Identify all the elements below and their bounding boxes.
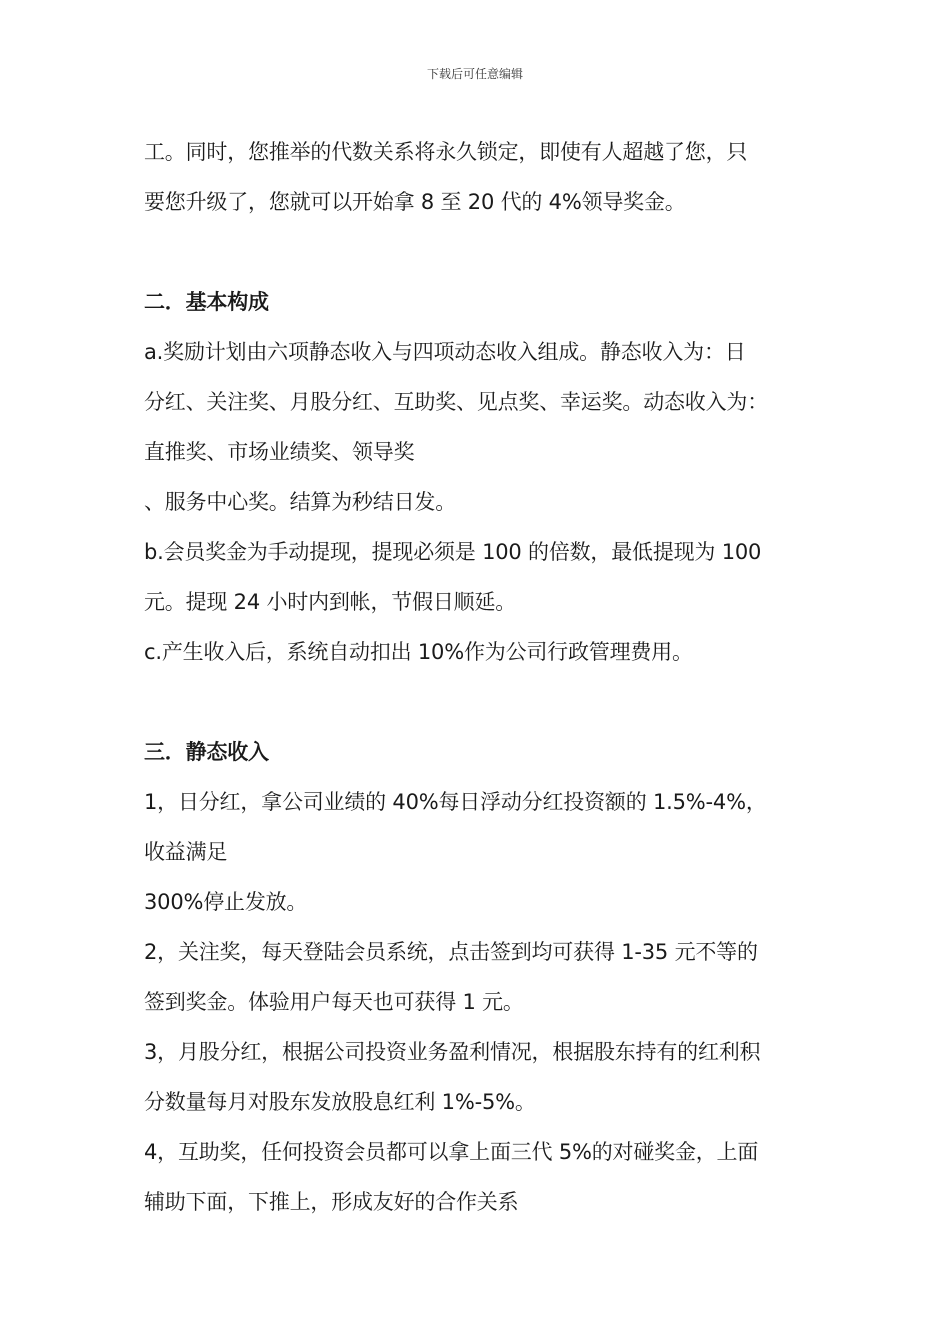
section-basic-composition xyxy=(144,277,809,677)
section-static-income xyxy=(144,727,809,1227)
text-line: 辅助下面，下推上，形成友好的合作关系 xyxy=(144,1190,519,1214)
page-header: 下载后可任意编辑 xyxy=(426,67,523,81)
intro-paragraph xyxy=(144,127,809,227)
blank-line xyxy=(144,677,809,727)
text-line: 3，月股分红，根据公司投资业务盈利情况，根据股东持有的红利积 xyxy=(144,1040,761,1064)
text-line: 分红、关注奖、月股分红、互助奖、见点奖、幸运奖。动态收入为： xyxy=(144,390,768,414)
text-line: c.产生收入后，系统自动扣出 10%作为公司行政管理费用。 xyxy=(144,640,693,664)
text-line: 签到奖金。体验用户每天也可获得 1 元。 xyxy=(144,990,524,1014)
blank-line xyxy=(144,227,809,277)
text-line: 1，日分红，拿公司业绩的 40%每日浮动分红投资额的 1.5%-4%， xyxy=(144,790,767,814)
section-heading: 三．静态收入 xyxy=(144,740,269,764)
text-line: 直推奖、市场业绩奖、领导奖 xyxy=(144,440,415,464)
text-line: 2，关注奖，每天登陆会员系统，点击签到均可获得 1-35 元不等的 xyxy=(144,940,758,964)
section-heading: 二．基本构成 xyxy=(144,290,269,314)
text-line: 收益满足 xyxy=(144,840,228,864)
text-line: 工。同时，您推举的代数关系将永久锁定，即使有人超越了您，只 xyxy=(144,140,748,164)
text-line: b.会员奖金为手动提现，提现必须是 100 的倍数，最低提现为 100 xyxy=(144,540,762,564)
document-body xyxy=(144,127,809,1227)
text-line: a.奖励计划由六项静态收入与四项动态收入组成。静态收入为：日 xyxy=(144,340,746,364)
text-line: 元。提现 24 小时内到帐，节假日顺延。 xyxy=(144,590,517,614)
text-line: 分数量每月对股东发放股息红利 1%-5%。 xyxy=(144,1090,536,1114)
text-line: 要您升级了，您就可以开始拿 8 至 20 代的 4%领导奖金。 xyxy=(144,190,686,214)
text-line: 、服务中心奖。结算为秒结日发。 xyxy=(144,490,456,514)
text-line: 300%停止发放。 xyxy=(144,890,308,914)
text-line: 4，互助奖，任何投资会员都可以拿上面三代 5%的对碰奖金，上面 xyxy=(144,1140,759,1164)
